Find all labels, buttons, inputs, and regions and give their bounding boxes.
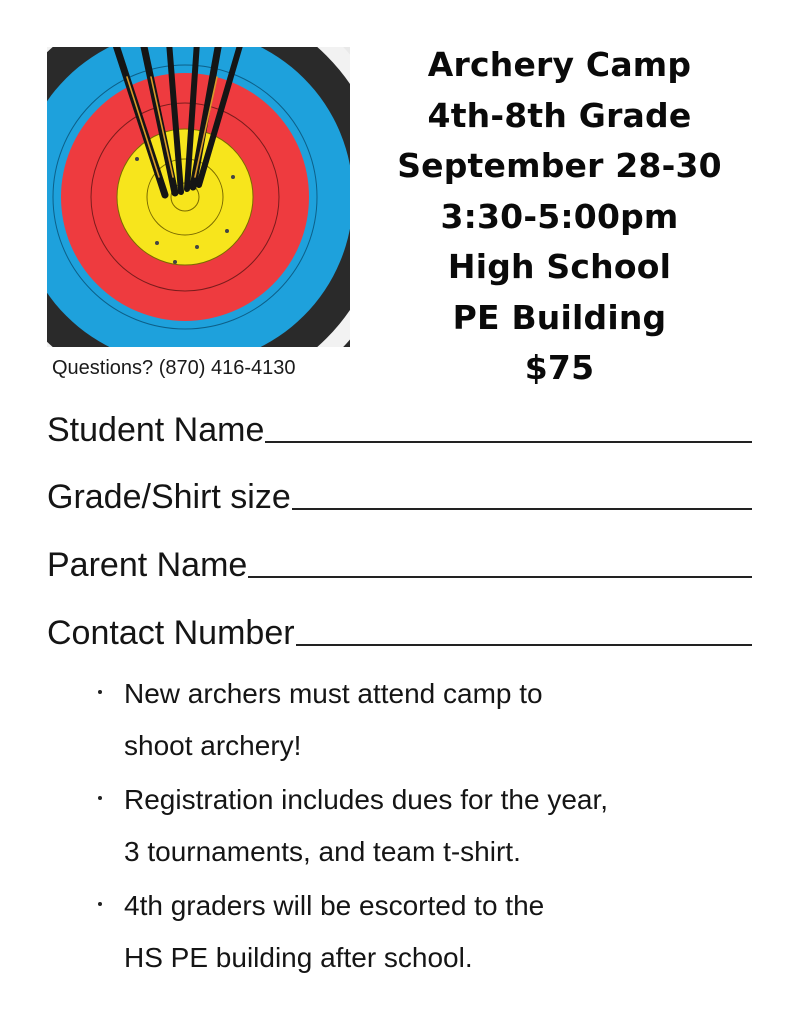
- student-name-blank[interactable]: [265, 441, 752, 443]
- student-name-field[interactable]: [47, 410, 752, 450]
- parent-name-field[interactable]: [47, 545, 752, 585]
- contact-number-blank[interactable]: [296, 644, 752, 646]
- student-name-label: Student Name: [47, 411, 265, 449]
- event-price: $75: [524, 348, 595, 387]
- event-dates: September 28-30: [397, 146, 722, 185]
- bullet-icon: [98, 690, 102, 694]
- event-grades: 4th-8th Grade: [427, 95, 692, 135]
- grade-shirt-blank[interactable]: [292, 508, 752, 510]
- list-item: [98, 774, 738, 878]
- archery-target-image: [47, 47, 350, 347]
- bullet-icon: [98, 796, 102, 800]
- event-time: 3:30-5:00pm: [440, 196, 679, 236]
- note-2-line-1: Registration includes dues for the year,: [124, 784, 609, 815]
- parent-name-label: Parent Name: [47, 546, 248, 584]
- event-location-line1: High School: [447, 247, 672, 286]
- questions-phone: Questions? (870) 416-4130: [52, 357, 296, 379]
- contact-number-label: Contact Number: [47, 614, 295, 652]
- note-3-line-2: HS PE building after school.: [124, 942, 473, 973]
- list-item: [98, 668, 738, 772]
- grade-shirt-field[interactable]: [47, 477, 752, 517]
- contact-number-field[interactable]: [47, 613, 752, 653]
- grade-shirt-label: Grade/Shirt size: [47, 478, 291, 516]
- note-1-line-1: New archers must attend camp to: [124, 678, 543, 709]
- bullet-icon: [98, 902, 102, 906]
- notes-list: [98, 668, 738, 986]
- note-3-line-1: 4th graders will be escorted to the: [124, 890, 545, 921]
- note-2-line-2: 3 tournaments, and team t-shirt.: [124, 836, 521, 867]
- event-title: Archery Camp: [427, 45, 692, 84]
- event-location-line2: PE Building: [452, 297, 667, 337]
- list-item: [98, 880, 738, 984]
- archery-target-icon: [47, 47, 350, 347]
- event-info: [362, 40, 757, 394]
- parent-name-blank[interactable]: [248, 576, 752, 578]
- note-1-line-2: shoot archery!: [124, 730, 302, 761]
